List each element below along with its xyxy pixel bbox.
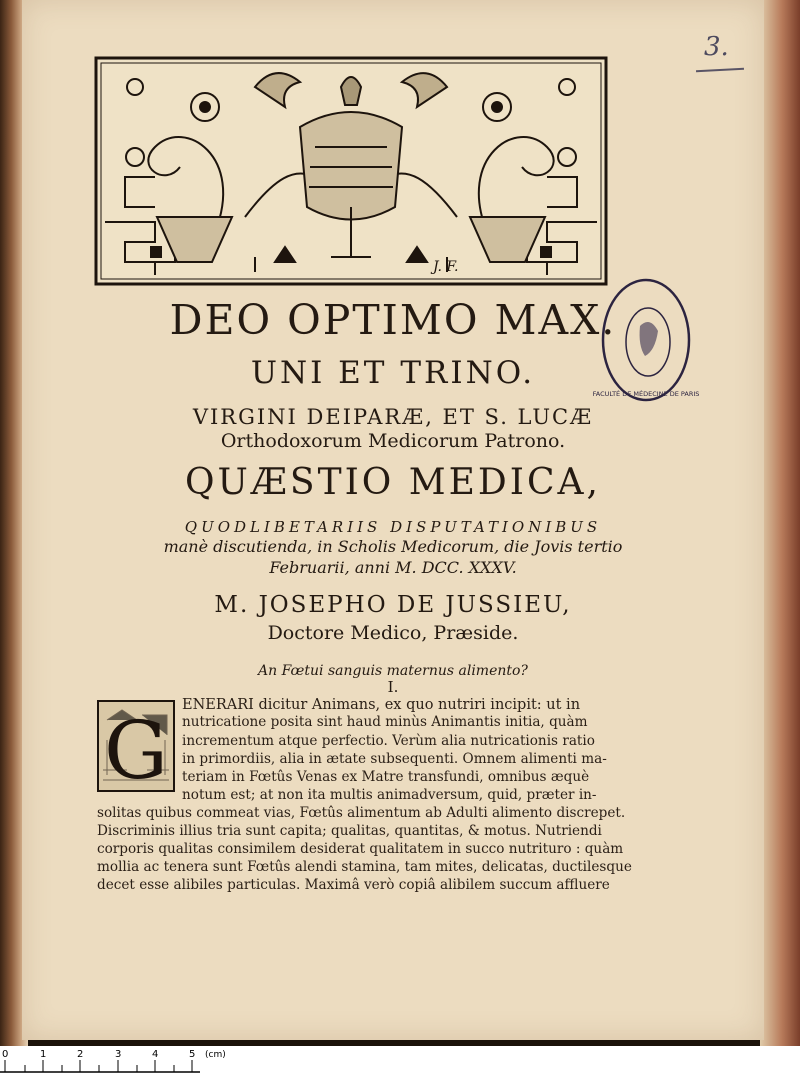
- disputation-line-3: Februarii, anni M. DCC. XXXV.: [269, 558, 517, 577]
- body-line: corporis qualitas consimilem desiderat qualitatem in succo nutrituro : quàm: [97, 841, 624, 857]
- praeses-title: Doctore Medico, Præside.: [267, 622, 519, 644]
- ruler-label: 2: [77, 1049, 84, 1060]
- ruler-label: 1: [40, 1049, 47, 1060]
- drop-cap-letter: G: [104, 704, 168, 797]
- body-line: notum est; at non ita multis animadversum, quid, præter in-: [182, 787, 597, 803]
- ruler-label: 5: [189, 1049, 196, 1060]
- question-heading: QUÆSTIO MEDICA,: [185, 462, 601, 503]
- body-line: ENERARI dicitur Animans, ex quo nutriri incipit: ut in: [182, 697, 581, 713]
- ruler-label: 4: [152, 1049, 159, 1060]
- stamp-text: FACULTÉ DE MÉDECINE DE PARIS: [592, 390, 700, 398]
- body-line: incrementum atque perfectio. Verùm alia nutricationis ratio: [182, 733, 595, 749]
- dedication-line-4: Orthodoxorum Medicorum Patrono.: [220, 430, 566, 452]
- dedication-line-3: VIRGINI DEIPARÆ, ET S. LUCÆ: [192, 405, 594, 429]
- body-line: solitas quibus commeat vias, Fœtûs alimentum ab Adulti alimento discrepet.: [97, 805, 626, 821]
- body-line: teriam in Fœtûs Venas ex Matre transfundi, omnibus æquè: [182, 769, 590, 785]
- body-line: Discriminis illius tria sunt capita; qualitas, quantitas, & motus. Nutriendi: [97, 823, 602, 839]
- body-line: decet esse alibiles particulas. Maximâ verò copiâ alibilem succum affluere: [97, 877, 610, 893]
- ruler-unit: (cm): [205, 1050, 226, 1060]
- dedication-line-1: DEO OPTIMO MAX.: [169, 296, 617, 344]
- drop-cap: [97, 700, 175, 797]
- thesis-question: An Fœtui sanguis maternus alimento?: [258, 663, 528, 679]
- body-line: nutricatione posita sint haud minùs Animantis initia, quàm: [182, 714, 588, 730]
- body-line: in primordiis, alia in ætate subsequenti. Omnem alimenti ma-: [182, 751, 607, 767]
- disputation-line-1: QUODLIBETARIIS DISPUTATIONIBUS: [184, 518, 602, 536]
- handwritten-page-note: 3.: [704, 32, 729, 62]
- page-edge: [760, 0, 800, 1046]
- ruler-label: 3: [115, 1049, 122, 1060]
- section-number: I.: [387, 678, 399, 696]
- headpiece-ornament: [95, 57, 607, 285]
- scale-ruler: [0, 1046, 800, 1073]
- ornament-monogram: J. F.: [433, 259, 459, 275]
- praeses-name: M. JOSEPHO DE JUSSIEU,: [214, 592, 572, 618]
- disputation-line-2: manè discutienda, in Scholis Medicorum, die Jovis tertio: [163, 537, 623, 556]
- body-line: mollia ac tenera sunt Fœtûs alendi stamina, tam mites, delicatas, ductilesque: [97, 859, 632, 875]
- dedication-line-2: UNI ET TRINO.: [250, 355, 536, 391]
- ruler-label: 0: [2, 1049, 9, 1060]
